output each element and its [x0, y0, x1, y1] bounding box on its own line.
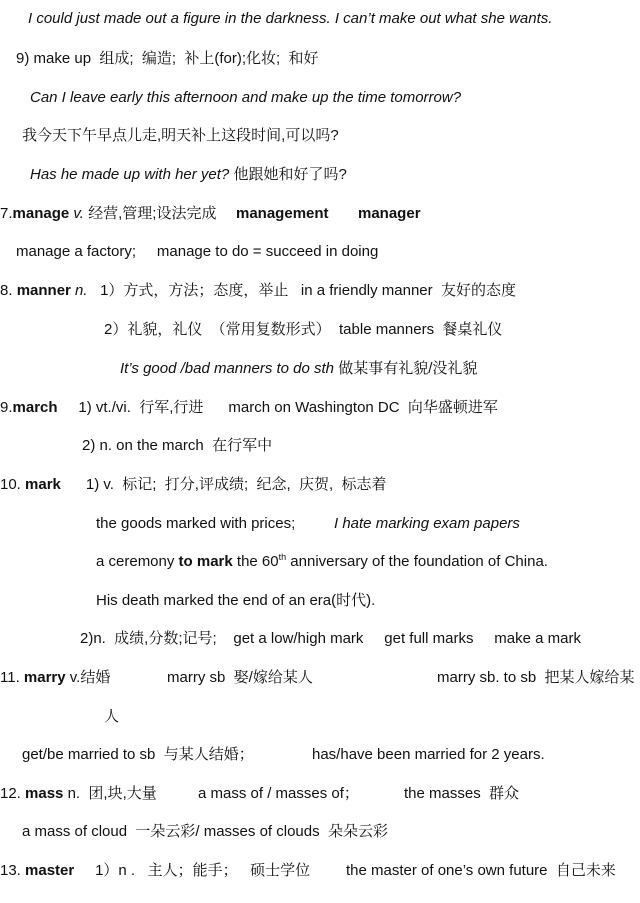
entry-number: 12.: [0, 785, 26, 802]
definition: 经营,管理;设法完成: [83, 205, 217, 222]
example-keyword: to mark: [178, 553, 233, 570]
phrase-text: 9) make up 组成; 编造; 补上(for);化妆; 和好: [16, 50, 319, 67]
example-sentence: [96, 552, 548, 572]
ordinal-suffix: th: [278, 552, 287, 562]
usage-text: get/be married to sb 与某人结婚；: [22, 746, 254, 763]
headword: mark: [25, 476, 61, 493]
part-of-speech: n.: [70, 282, 88, 299]
translation-text: 我今天下午早点儿走,明天补上这段时间,可以吗?: [22, 127, 339, 144]
usage-text: the goods marked with prices;: [96, 515, 296, 532]
entry-manner: [0, 281, 516, 301]
headword: marry: [23, 669, 66, 686]
sense-line: [82, 436, 272, 456]
example-text: Has he made up with her yet?: [30, 166, 230, 183]
entry-number: 8.: [0, 282, 17, 299]
definition: v.结婚: [65, 669, 111, 686]
usage-text: the masses 群众: [404, 785, 520, 802]
example-text: I could just made out a figure in the darkness. I can’t make out what she wants.: [28, 10, 553, 27]
usage-line: [22, 822, 388, 842]
usage-line: [96, 514, 520, 534]
usage-text: manage a factory; manage to do = succeed in doing: [16, 243, 379, 260]
wrapped-text: [104, 707, 119, 727]
entry-marry: [0, 668, 635, 688]
usage-text: a mass of / masses of；: [198, 785, 359, 802]
definition: 1) vt./vi. 行军,行进 march on Washington DC 向华盛顿进军: [57, 399, 498, 416]
definition: n. 团,块,大量: [63, 785, 157, 802]
example-text: His death marked the end of an era(时代).: [96, 592, 376, 609]
wrapped-char: 人: [104, 708, 120, 725]
entry-number: 9.: [0, 399, 13, 416]
entry-number: 7.: [0, 205, 13, 222]
derived-word: management: [236, 205, 329, 222]
entry-mark: [0, 475, 386, 495]
entry-number: 10.: [0, 476, 26, 493]
example-sentence: [28, 9, 552, 29]
definition: 1）n . 主人；能手； 硕士学位: [74, 862, 311, 879]
sense-line: [104, 320, 502, 340]
definition: 1) v. 标记; 打分,评成绩; 纪念, 庆贺, 标志着: [60, 476, 387, 493]
example-text: the 60: [232, 553, 279, 570]
entry-manage: [0, 204, 421, 224]
usage-text: marry sb. to sb 把某人嫁给某: [437, 669, 635, 686]
translation-text: 做某事有礼貌/没礼貌: [334, 360, 478, 377]
entry-number: 13.: [0, 862, 26, 879]
translation-text: 他跟她和好了吗?: [229, 166, 347, 183]
example-sentence: [30, 165, 347, 185]
headword: march: [12, 399, 58, 416]
phrase-entry: [16, 49, 319, 69]
entry-master: [0, 861, 616, 881]
usage-line: [16, 242, 378, 262]
example-sentence: [120, 359, 477, 379]
translation: [22, 126, 339, 146]
example-text: a ceremony: [96, 553, 179, 570]
entry-mass: [0, 784, 520, 804]
usage-text: marry sb 娶/嫁给某人: [167, 669, 313, 686]
usage-text: has/have been married for 2 years.: [312, 746, 545, 763]
headword: manner: [16, 282, 71, 299]
sense-text: 2) n. on the march 在行军中: [82, 437, 273, 454]
usage-line: [22, 745, 545, 765]
example-sentence: [96, 591, 375, 611]
example-text: I hate marking exam papers: [334, 515, 520, 532]
example-text: It’s good /bad manners to do sth: [120, 360, 335, 377]
usage-text: the master of one’s own future 自己未来: [346, 862, 616, 879]
example-sentence: [30, 88, 461, 108]
derived-word: manager: [358, 205, 421, 222]
headword: manage: [12, 205, 70, 222]
definition: 1）方式，方法；态度，举止 in a friendly manner 友好的态度: [87, 282, 516, 299]
sense-text: 2）礼貌，礼仪 （常用复数形式） table manners 餐桌礼仪: [104, 321, 503, 338]
example-text: anniversary of the foundation of China.: [286, 553, 548, 570]
usage-text: a mass of cloud 一朵云彩/ masses of clouds 朵朵云彩: [22, 823, 388, 840]
example-text: Can I leave early this afternoon and make up the time tomorrow?: [30, 89, 462, 106]
part-of-speech: v.: [69, 205, 84, 222]
headword: master: [25, 862, 75, 879]
entry-march: [0, 398, 498, 418]
sense-text: 2)n. 成绩,分数;记号; get a low/high mark get full marks make a mark: [80, 630, 581, 647]
sense-line: [80, 629, 581, 649]
headword: mass: [25, 785, 64, 802]
entry-number: 11.: [0, 669, 24, 686]
